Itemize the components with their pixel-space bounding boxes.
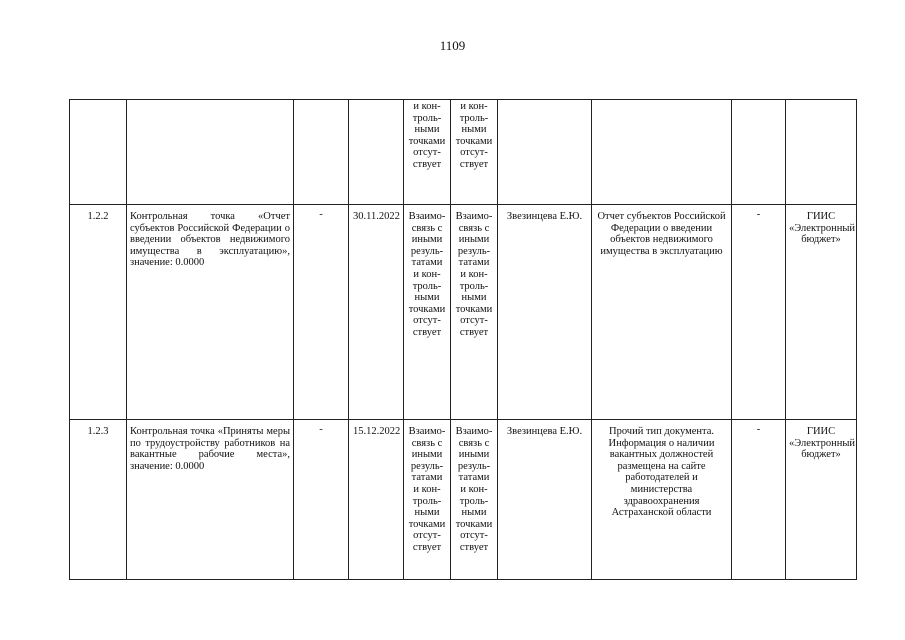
cell-date [349,100,404,205]
cell-responsible [498,100,592,205]
cell-num: 1.2.3 [70,420,127,580]
cell-relation-a: Взаимо- связь с иными резуль- татами и кон- троль- ными точками отсут- ствует [404,205,451,420]
cell-dash [294,100,349,205]
cell-num [70,100,127,205]
cell-system [786,100,857,205]
cell-document [592,100,732,205]
cell-relation-b: Взаимо- связь с иными резуль- татами и кон- троль- ными точками отсут- ствует [451,420,498,580]
table-row [70,205,857,420]
cell-dash: - [294,420,349,580]
cell-num: 1.2.2 [70,205,127,420]
cell-relation-b: и кон- троль- ными точками отсут- ствует [451,100,498,205]
cell-dash [732,100,786,205]
cell-name: Контрольная точка «Приняты меры по трудоустройству работников на вакантные рабочие места», значение: 0.0000 [127,420,294,580]
cell-dash: - [732,420,786,580]
cell-date: 15.12.2022 [349,420,404,580]
table-row-continuation [70,100,857,205]
cell-system: ГИИС «Электронный бюджет» [786,205,857,420]
control-points-table [69,99,857,580]
cell-relation-b: Взаимо- связь с иными резуль- татами и кон- троль- ными точками отсут- ствует [451,205,498,420]
cell-relation-a: и кон- троль- ными точками отсут- ствует [404,100,451,205]
cell-name: Контрольная точка «Отчет субъектов Российской Федерации о введении объектов недвижимого имущества в эксплуатацию», значение: 0.0000 [127,205,294,420]
cell-dash: - [294,205,349,420]
cell-responsible: Звезинцева Е.Ю. [498,205,592,420]
table-row [70,420,857,580]
cell-system: ГИИС «Электронный бюджет» [786,420,857,580]
cell-document: Отчет субъектов Российской Федерации о введении объектов недвижимого имущества в эксплуатацию [592,205,732,420]
cell-name [127,100,294,205]
page-number: 1109 [439,38,466,53]
cell-dash: - [732,205,786,420]
cell-responsible: Звезинцева Е.Ю. [498,420,592,580]
cell-date: 30.11.2022 [349,205,404,420]
cell-relation-a: Взаимо- связь с иными резуль- татами и кон- троль- ными точками отсут- ствует [404,420,451,580]
cell-document: Прочий тип документа. Информация о наличии вакантных должностей размещена на сайте работодателей и министерства здравоохранения Астраханской области [592,420,732,580]
